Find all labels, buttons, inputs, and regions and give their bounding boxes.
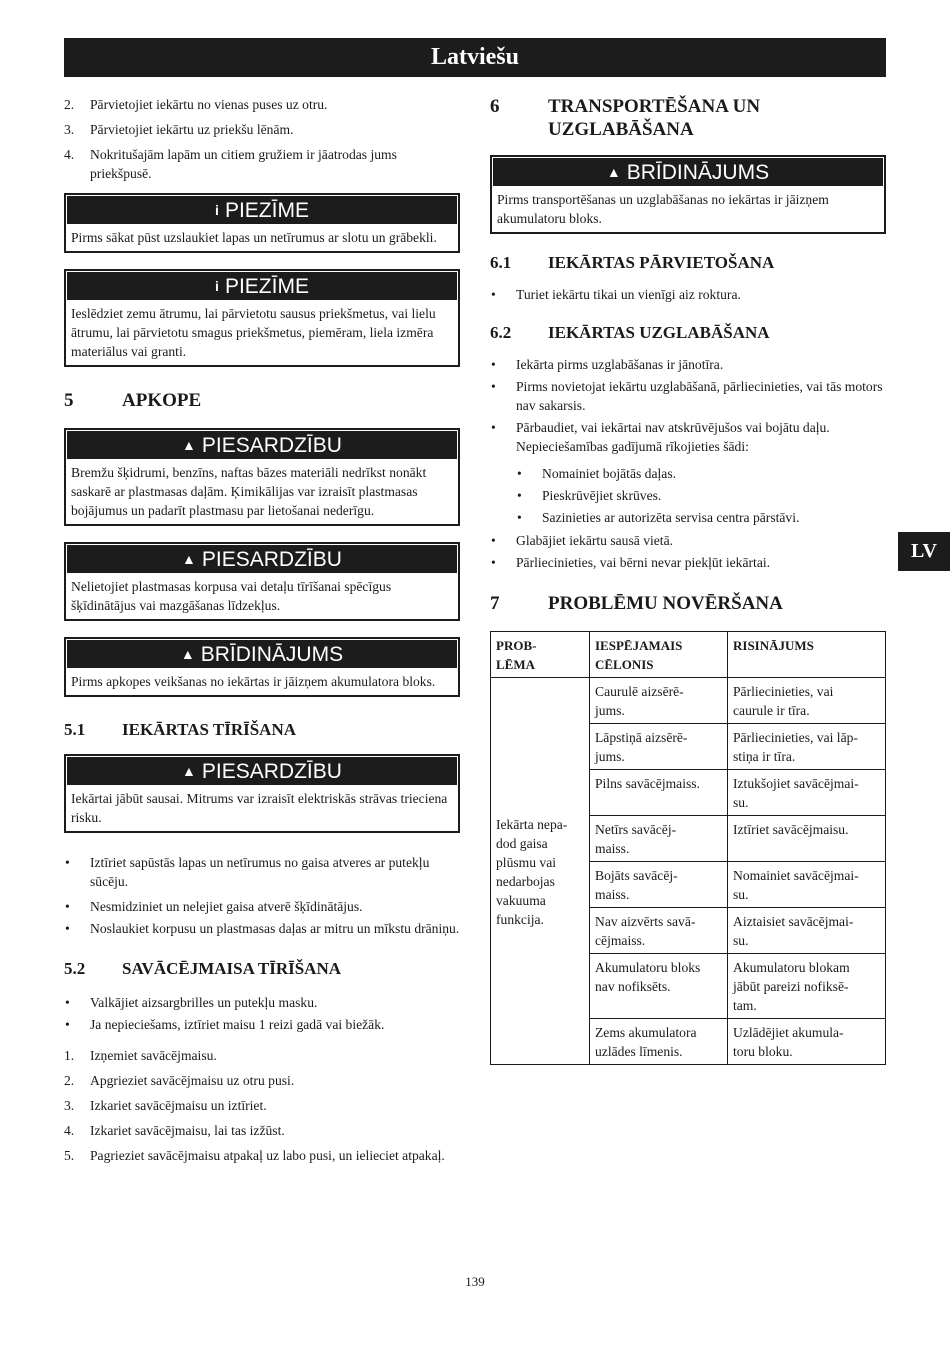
bag-steps (64, 1046, 460, 1165)
caution-title: ▲ PIESARDZĪBU (67, 545, 457, 573)
list-item: • Turiet iekārtu tikai un vienīgi aiz roktura. (491, 287, 741, 302)
cause-cell: Caurulē aizsērē- jums. (590, 678, 728, 724)
column-header-solution: RISINĀJUMS (728, 632, 886, 678)
warning-triangle-icon: ▲ (182, 437, 196, 453)
list-item: • Iztīriet sapūstās lapas un netīrumus no gaisa atveres ar putekļu sūcēju. (65, 855, 430, 889)
note-text: Ieslēdziet zemu ātrumu, lai pārvietotu sausus priekšmetus, vai lielu ātrumu, lai pārvietotu smagus priekšmetus, piemēram, liela izmēra materiālus vai granti. (71, 306, 436, 359)
bag-bullets (64, 993, 460, 1034)
caution-title: ▲ PIESARDZĪBU (67, 431, 457, 459)
solution-cell: Pārliecinieties, vai caurule ir tīra. (728, 678, 886, 724)
list-item: • Nesmidziniet un nelejiet gaisa atverē šķīdinātājus. (65, 899, 363, 914)
list-item: • Pirms novietojat iekārtu uzglabāšanā, pārliecinieties, vai tās motors nav sakarsis. (491, 379, 883, 413)
list-item: • Ja nepieciešams, iztīriet maisu 1 reizi gadā vai biežāk. (65, 1017, 385, 1032)
list-item: • Pārliecinieties, vai bērni nevar piekļūt iekārtai. (491, 555, 771, 570)
page-number: 139 (465, 1274, 485, 1289)
list-item: 4. Nokritušajām lapām un citiem gružiem ir jāatrodas jums priekšpusē. (64, 147, 397, 181)
list-item: • Sazinieties ar autorizēta servisa centra pārstāvi. (517, 510, 800, 525)
solution-cell: Aiztaisiet savācējmai- su. (728, 908, 886, 954)
column-header-problem: PROB- LĒMA (491, 632, 590, 678)
language-tab: LV (898, 532, 950, 571)
storage-bullets (490, 355, 886, 572)
info-icon: i (215, 278, 219, 294)
list-item: • Nomainiet bojātās daļas. (517, 466, 677, 481)
table-header-row (491, 632, 886, 678)
solution-cell: Iztīriet savācējmaisu. (728, 816, 886, 862)
note-title: i PIEZĪME (67, 196, 457, 224)
warning-title: ▲ BRĪDINĀJUMS (493, 158, 883, 186)
list-item: 5. Pagrieziet savācējmaisu atpakaļ uz labo pusi, un ielieciet atpakaļ. (64, 1148, 445, 1163)
section-heading-5-2: 5.2 SAVĀCĒJMAISA TĪRĪŠANA (64, 959, 342, 978)
list-item: • Noslaukiet korpusu un plastmasas daļas ar mitru un mīkstu drāniņu. (65, 921, 460, 936)
list-item: • Iekārta pirms uzglabāšanas ir jānotīra. (491, 357, 724, 372)
cause-cell: Netīrs savācēj- maiss. (590, 816, 728, 862)
left-column (64, 95, 460, 1171)
cause-cell: Akumulatoru bloks nav nofiksēts. (590, 954, 728, 1019)
cause-cell: Pilns savācējmaiss. (590, 770, 728, 816)
solution-cell: Akumulatoru blokam jābūt pareizi nofiksē- tam. (728, 954, 886, 1019)
warning-text: Pirms apkopes veikšanas no iekārtas ir jāizņem akumulatora bloks. (71, 674, 436, 689)
list-item: 4. Izkariet savācējmaisu, lai tas izžūst. (64, 1123, 285, 1138)
warning-text: Pirms transportēšanas un uzglabāšanas no iekārtas ir jāizņem akumulatoru bloks. (497, 192, 829, 226)
caution-box (64, 754, 460, 833)
warning-triangle-icon: ▲ (182, 551, 196, 567)
troubleshooting-table (490, 631, 886, 1065)
intro-steps (64, 95, 460, 183)
section-heading-5: 5 APKOPE (64, 390, 202, 411)
warning-box (490, 155, 886, 234)
section-heading-6-1: 6.1 IEKĀRTAS PĀRVIETOŠANA (490, 253, 775, 272)
list-item: • Pieskrūvējiet skrūves. (517, 488, 662, 503)
caution-text: Bremžu šķidrumi, benzīns, naftas bāzes materiāli nedrīkst nonākt saskarē ar plastmasas daļām. Ķimikālijas var izraisīt plastmasas bojājumus un padarīt plastmasu par lietošanai nederīgu. (71, 465, 427, 518)
warning-box (64, 637, 460, 697)
info-icon: i (215, 202, 219, 218)
note-box (64, 269, 460, 367)
section-heading-6: 6 TRANSPORTĒŠANA UN UZGLABĀŠANA (490, 96, 761, 140)
list-item: • Valkājiet aizsargbrilles un putekļu masku. (65, 995, 318, 1010)
list-item: 2. Pārvietojiet iekārtu no vienas puses uz otru. (64, 97, 328, 112)
solution-cell: Pārliecinieties, vai lāp- stiņa ir tīra. (728, 724, 886, 770)
caution-title: ▲ PIESARDZĪBU (67, 757, 457, 785)
list-item: 1. Izņemiet savācējmaisu. (64, 1048, 217, 1063)
section-heading-7: 7 PROBLĒMU NOVĒRŠANA (490, 593, 783, 614)
warning-triangle-icon: ▲ (606, 164, 621, 180)
caution-text: Nelietojiet plastmasas korpusa vai detaļu tīrīšanai spēcīgus šķīdinātājus vai mazgāšanas līdzekļus. (71, 579, 392, 613)
storage-sub-list (516, 464, 886, 527)
caution-box (64, 542, 460, 621)
problem-cell: Iekārta nepa- dod gaisa plūsmu vai nedarbojas vakuuma funkcija. (491, 678, 590, 1065)
caution-box (64, 428, 460, 526)
list-item: • Glabājiet iekārtu sausā vietā. (491, 533, 674, 548)
cause-cell: Zems akumulatora uzlādes līmenis. (590, 1019, 728, 1065)
move-bullets (490, 285, 886, 304)
solution-cell: Nomainiet savācējmai- su. (728, 862, 886, 908)
cause-cell: Nav aizvērts savā- cējmaiss. (590, 908, 728, 954)
note-box (64, 193, 460, 253)
right-column (490, 95, 886, 1065)
warning-triangle-icon: ▲ (182, 763, 196, 779)
solution-cell: Uzlādējiet akumula- toru bloku. (728, 1019, 886, 1065)
list-item: 3. Izkariet savācējmaisu un iztīriet. (64, 1098, 267, 1113)
list-item: • Pārbaudiet, vai iekārtai nav atskrūvējušos vai bojātu daļu. Nepieciešamības gadījumā rīkojieties šādi: • Nomainiet bojātās daļas. • Pieskrūvējiet skrūves. • Sazinieties ar autorizēta servisa centra pārstāvi. (490, 418, 886, 527)
cause-cell: Lāpstiņā aizsērē- jums. (590, 724, 728, 770)
list-item: 2. Apgrieziet savācējmaisu uz otru pusi. (64, 1073, 295, 1088)
section-heading-5-1: 5.1 IEKĀRTAS TĪRĪŠANA (64, 720, 297, 739)
cleaning-list (64, 853, 460, 938)
table-row (491, 678, 886, 724)
warning-triangle-icon: ▲ (180, 646, 195, 662)
note-title: i PIEZĪME (67, 272, 457, 300)
cause-cell: Bojāts savācēj- maiss. (590, 862, 728, 908)
list-item: 3. Pārvietojiet iekārtu uz priekšu lēnām. (64, 122, 294, 137)
solution-cell: Iztukšojiet savācējmai- su. (728, 770, 886, 816)
page-header: Latviešu (64, 38, 886, 77)
warning-title: ▲ BRĪDINĀJUMS (67, 640, 457, 668)
caution-text: Iekārtai jābūt sausai. Mitrums var izraisīt elektriskās strāvas trieciena risku. (71, 791, 448, 825)
column-header-cause: IESPĒJAMAIS CĒLONIS (590, 632, 728, 678)
note-text: Pirms sākat pūst uzslaukiet lapas un netīrumus ar slotu un grābekli. (71, 230, 437, 245)
section-heading-6-2: 6.2 IEKĀRTAS UZGLABĀŠANA (490, 323, 770, 342)
